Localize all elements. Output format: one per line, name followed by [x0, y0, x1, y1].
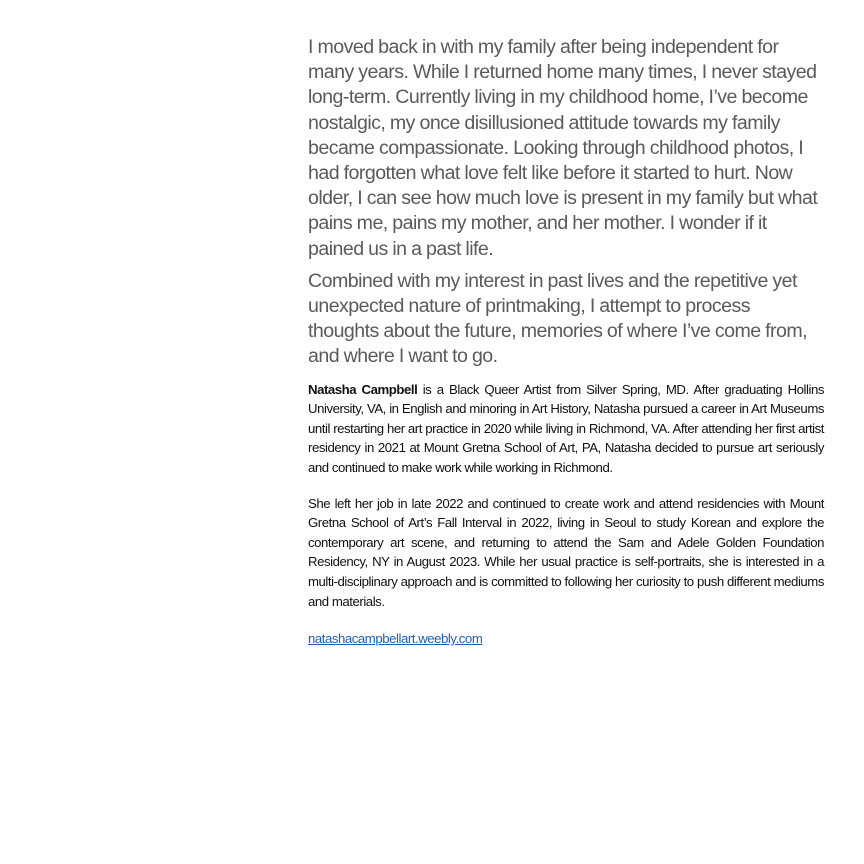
bio-paragraph-1-text: is a Black Queer Artist from Silver Spring, MD. After graduating Hollins University, VA, in English and minoring in Art History, Natasha pursued a career in Art Museums until restarting her art practice in 2020 while living in Richmond, VA. After attending her first artist residency in 2021 at Mount Gretna School of Art, PA, Natasha decided to pursue art seriously and continued to make work while working in Richmond. [308, 381, 824, 476]
bio-paragraph-2: She left her job in late 2022 and continued to create work and attend residencies with Mount Gretna School of Art’s Fall Interval in 2022, living in Seoul to study Korean and explore the contemporary art scene, and returning to attend the Sam and Adele Golden Foundation Residency, NY in August 2023. While her usual practice is self-portraits, she is interested in a multi-disciplinary approach and is committed to following her curiosity to push different mediums and materials. [308, 495, 824, 609]
text-column [308, 35, 824, 648]
statement-paragraph-1: I moved back in with my family after being independent for many years. While I returned home many times, I never stayed long-term. Currently living in my childhood home, I’ve become nostalgic, my once disillusioned attitude towards my family became compassionate. Looking through childhood photos, I had forgotten what love felt like before it started to hurt. Now older, I can see how much love is present in my family but what pains me, pains my mother, and her mother. I wonder if it pained us in a past life. [308, 36, 818, 260]
bio-paragraph-1 [308, 380, 824, 478]
artist-bio [308, 380, 824, 612]
artist-statement [308, 35, 824, 370]
statement-paragraph-2: Combined with my interest in past lives and the repetitive yet unexpected nature of printmaking, I attempt to process thoughts about the future, memories of where I’ve come from, and where I want to go. [308, 269, 808, 368]
website-link[interactable]: natashacampbellart.weebly.com [308, 631, 483, 647]
artist-name: Natasha Campbell [308, 381, 418, 397]
